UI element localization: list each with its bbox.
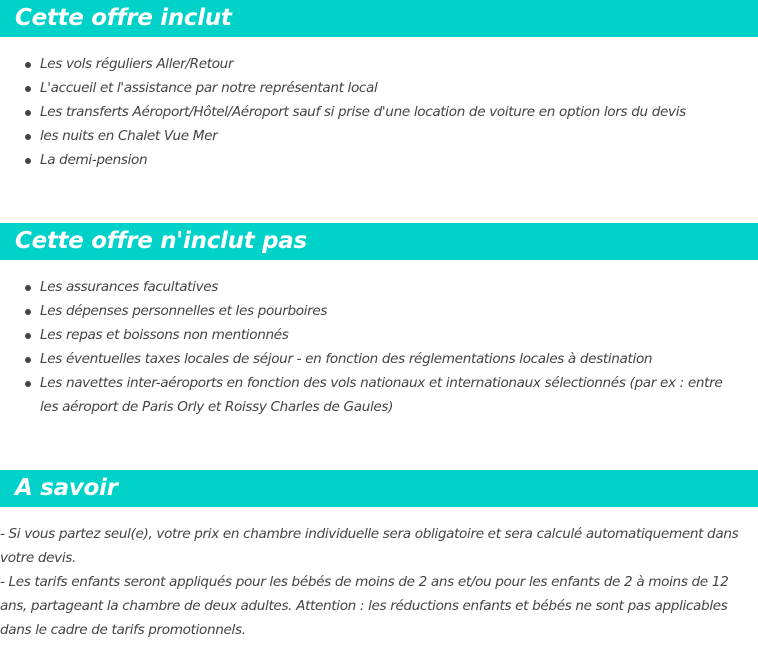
list-item-text: Les dépenses personnelles et les pourboires (40, 303, 328, 319)
list-item (0, 100, 758, 124)
list-item-text: Les assurances facultatives (40, 279, 219, 295)
bullet-icon (25, 62, 31, 68)
section-header-not-included: Cette offre n'inclut pas (0, 223, 758, 260)
list-item (0, 347, 758, 371)
list-item-text: les nuits en Chalet Vue Mer (40, 128, 218, 144)
bullet-icon (25, 285, 31, 291)
bullet-icon (25, 309, 31, 315)
list-item (0, 299, 758, 323)
section-header-good-to-know: A savoir (0, 470, 758, 507)
list-item-text: Les vols réguliers Aller/Retour (40, 56, 234, 72)
bullet-icon (25, 357, 31, 363)
included-list (0, 52, 758, 172)
list-item (0, 323, 758, 347)
good-to-know-notes (0, 522, 752, 642)
bullet-icon (25, 381, 31, 387)
note-paragraph: - Si vous partez seul(e), votre prix en chambre individuelle sera obligatoire et sera calculé automatiquement dans votre devis. (0, 526, 739, 566)
bullet-icon (25, 158, 31, 164)
bullet-icon (25, 134, 31, 140)
list-item-text: L'accueil et l'assistance par notre représentant local (40, 80, 378, 96)
bullet-icon (25, 110, 31, 116)
section-header-included: Cette offre inclut (0, 0, 758, 37)
list-item (0, 76, 758, 100)
list-item-text: Les éventuelles taxes locales de séjour - en fonction des réglementations locales à destination (40, 351, 653, 367)
list-item (0, 148, 758, 172)
list-item-text: Les transferts Aéroport/Hôtel/Aéroport sauf si prise d'une location de voiture en option lors du devis (40, 104, 686, 120)
list-item (0, 275, 758, 299)
not-included-list (0, 275, 758, 419)
list-item (0, 371, 758, 419)
bullet-icon (25, 333, 31, 339)
list-item-text: Les navettes inter-aéroports en fonction des vols nationaux et internationaux sélectionnés (par ex : entre les aéroport de Paris Orly et Roissy Charles de Gaules) (40, 375, 723, 415)
list-item (0, 124, 758, 148)
list-item (0, 52, 758, 76)
note-paragraph: - Les tarifs enfants seront appliqués pour les bébés de moins de 2 ans et/ou pour les enfants de 2 à moins de 12 ans, partageant la chambre de deux adultes. Attention : les réductions enfants et bébés ne sont pas applicables dans le cadre de tarifs promotionnels. (0, 574, 729, 638)
bullet-icon (25, 86, 31, 92)
list-item-text: La demi-pension (40, 152, 148, 168)
list-item-text: Les repas et boissons non mentionnés (40, 327, 289, 343)
